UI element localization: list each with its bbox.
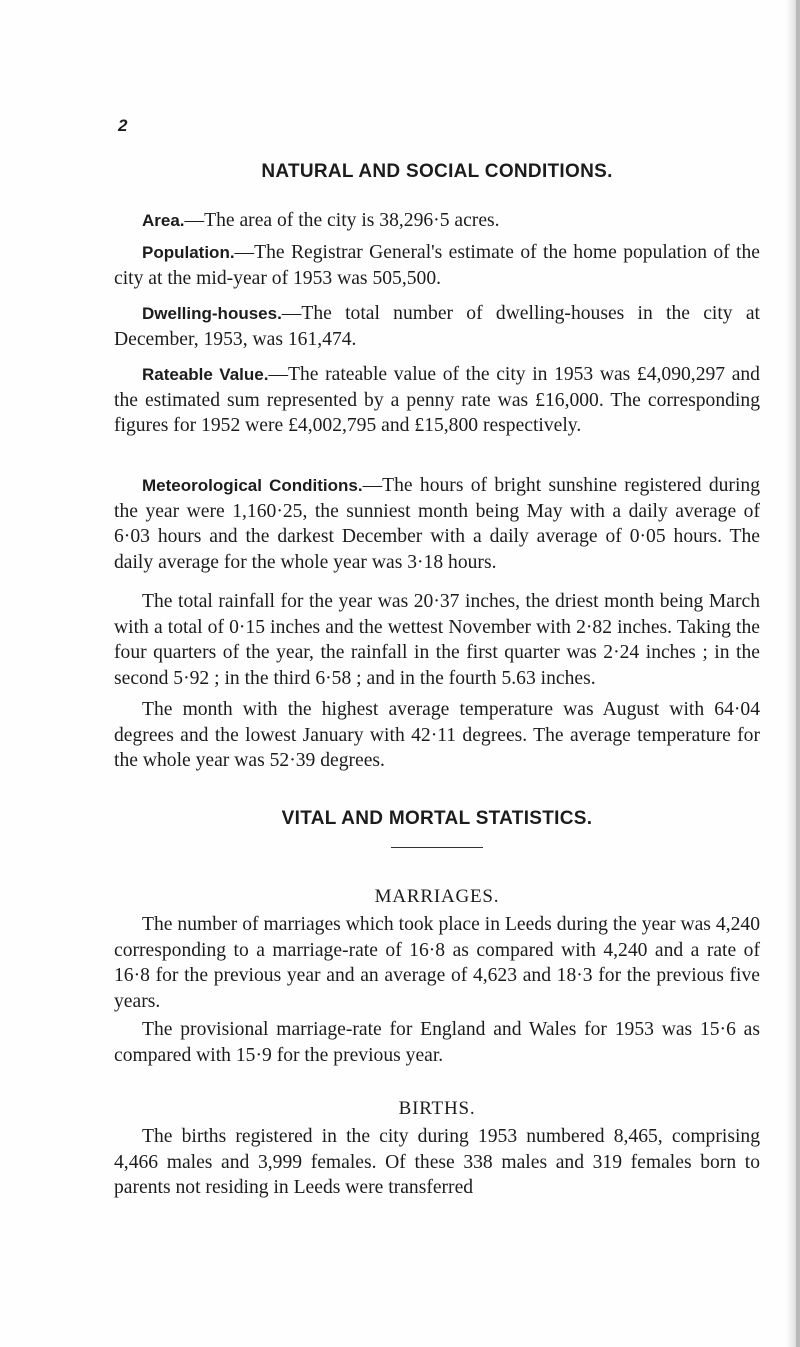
marriage-rate-text: The provisional marriage-rate for England and Wales for 1953 was 15·6 as compared with 15·9 for the previous year. <box>114 1019 760 1066</box>
paragraph-rainfall <box>114 589 760 691</box>
population-text: —The Registrar General's estimate of the home population of the city at the mid-year of 1953 was 505,500. <box>114 242 760 289</box>
heading-natural-social: NATURAL AND SOCIAL CONDITIONS. <box>261 161 613 182</box>
page-edge <box>796 0 800 1347</box>
rateable-text: —The rateable value of the city in 1953 was £4,090,297 and the estimated sum represented by a penny rate was £16,000. The corresponding figures for 1952 were £4,002,795 and £15,800 respectively. <box>114 364 760 437</box>
temperature-text: The month with the highest average temperature was August with 64·04 degrees and the lowest January with 42·11 degrees. The average temperature for the whole year was 52·39 degrees. <box>114 699 760 772</box>
heading-vital-mortal: VITAL AND MORTAL STATISTICS. <box>281 808 593 829</box>
paragraph-rateable-value <box>114 362 760 439</box>
area-lead: Area. <box>142 211 185 230</box>
divider-rule <box>391 847 483 848</box>
paragraph-meteorological <box>114 473 760 575</box>
paragraph-dwellings <box>114 301 760 352</box>
marriages-text: The number of marriages which took place in Leeds during the year was 4,240 corresponding to a marriage-rate of 16·8 as compared with 4,240 and a rate of 16·8 for the previous year and an average of 4,623 and 18·3 for the previous five years. <box>114 914 760 1012</box>
population-lead: Population. <box>142 243 235 262</box>
paragraph-population <box>114 240 760 291</box>
meteorological-lead: Meteorological Conditions. <box>142 476 363 495</box>
page-number: 2 <box>118 116 128 135</box>
meteorological-text: —The hours of bright sunshine registered during the year were 1,160·25, the sunniest month being May with a daily average of 6·03 hours and the darkest December with a daily average of 0·05 hours. The daily average for the whole year was 3·18 hours. <box>114 475 760 573</box>
paragraph-temperature <box>114 697 760 774</box>
paragraph-marriage-rate <box>114 1017 760 1068</box>
births-heading: BIRTHS. <box>398 1098 476 1119</box>
marriages-heading: MARRIAGES. <box>374 886 500 907</box>
rateable-lead: Rateable Value. <box>142 365 269 384</box>
paragraph-area <box>114 208 760 234</box>
rainfall-text: The total rainfall for the year was 20·37 inches, the driest month being March with a total of 0·15 inches and the wettest November with 2·82 inches. Taking the four quarters of the year, the rainfall in the first quarter was 2·24 inches ; in the second 5·92 ; in the third 6·58 ; and in the fourth 5.63 inches. <box>114 591 760 689</box>
dwellings-lead: Dwelling-houses. <box>142 304 282 323</box>
births-text: The births registered in the city during 1953 numbered 8,465, comprising 4,466 males and 3,999 females. Of these 338 males and 319 females born to parents not residing in Leeds were transferred <box>114 1126 760 1199</box>
paragraph-marriages <box>114 912 760 1014</box>
paragraph-births <box>114 1124 760 1201</box>
area-text: —The area of the city is 38,296·5 acres. <box>184 210 500 231</box>
dwellings-text: —The total number of dwelling-houses in the city at December, 1953, was 161,474. <box>114 303 760 350</box>
